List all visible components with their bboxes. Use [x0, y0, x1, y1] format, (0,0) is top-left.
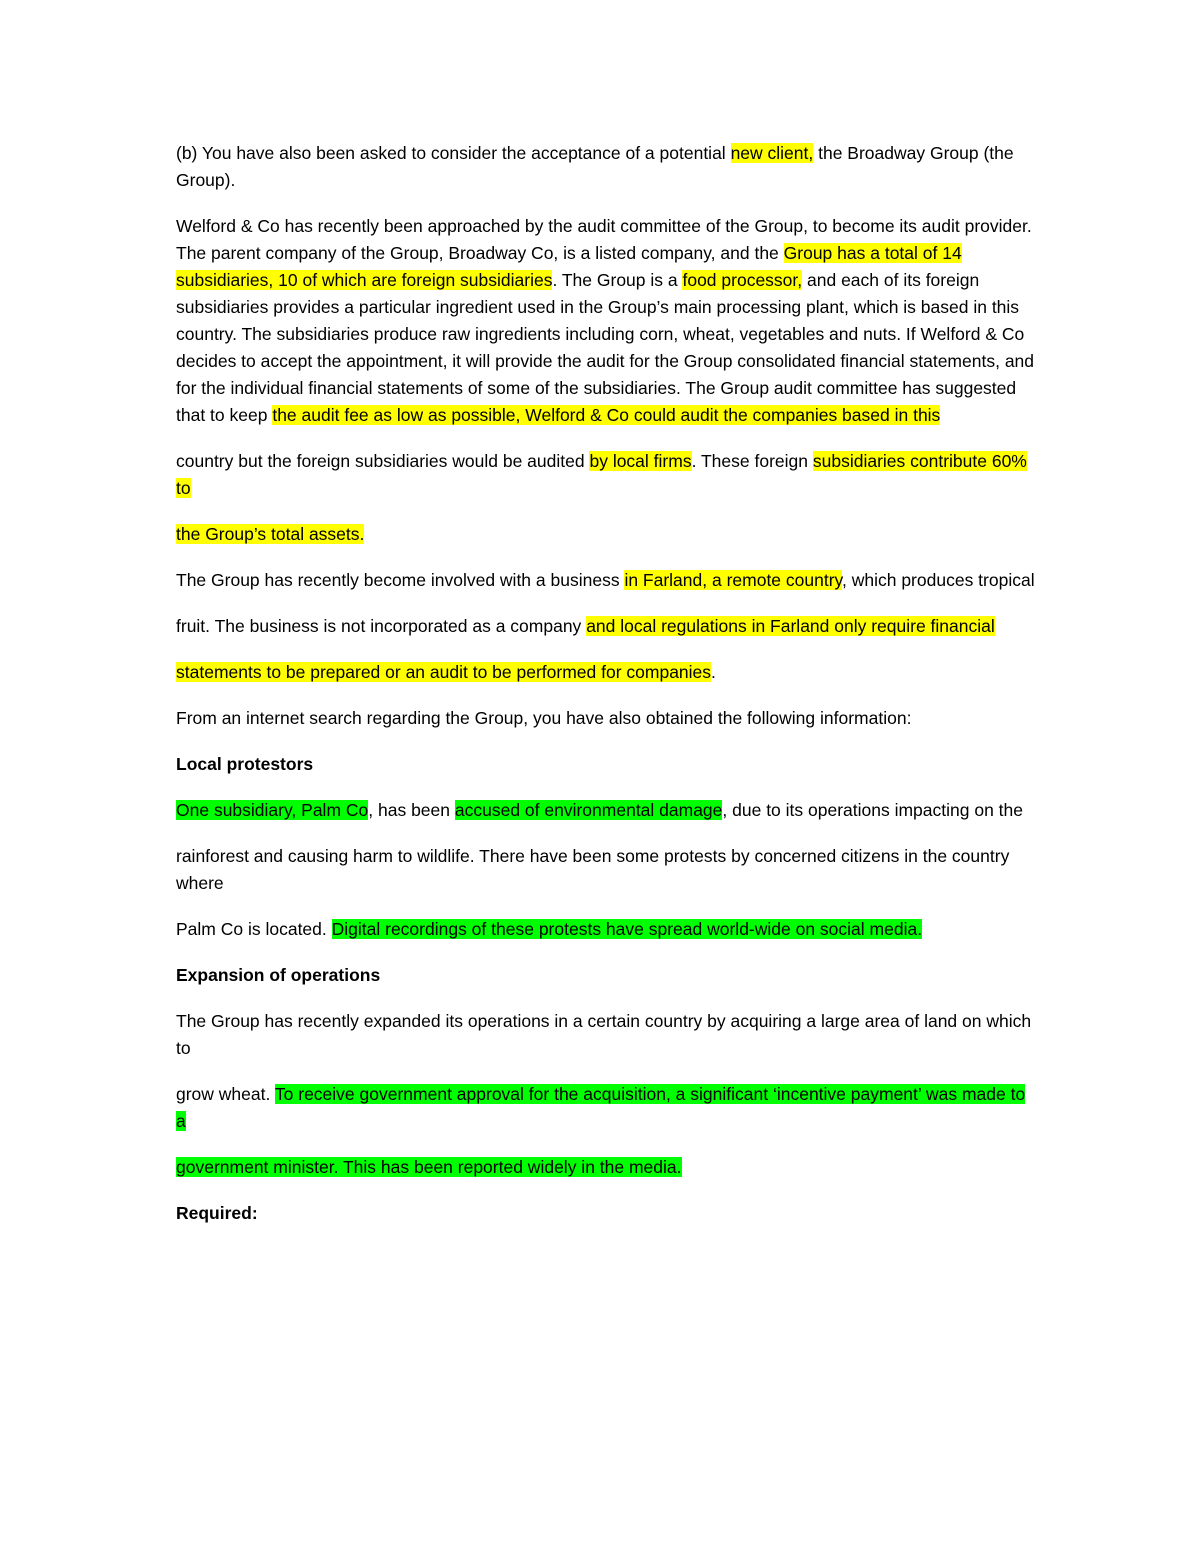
text-segment: and each of its foreign subsidiaries provides a particular ingredient used in the Group’s main processing plant, which is based in this country. The subsidiaries produce raw ingredients including corn, wheat, vegetables and nuts. If Welford & Co decides to accept the appointment, it will provide the audit for the Group consolidated financial statements, and for the individual financial statements of some of the subsidiaries. The Group audit committee has suggested that to keep: [176, 270, 1035, 425]
text-segment: (b) You have also been asked to consider the acceptance of a potential: [176, 143, 731, 163]
highlighted-text: food processor,: [682, 270, 803, 290]
paragraph: [176, 1008, 1036, 1062]
text-segment: , has been: [368, 800, 455, 820]
highlighted-text: the Group’s total assets.: [176, 524, 365, 544]
text-segment: country but the foreign subsidiaries would be audited: [176, 451, 590, 471]
paragraph: [176, 140, 1036, 194]
paragraph: [176, 843, 1036, 897]
section-heading: [176, 962, 1036, 989]
highlighted-text: in Farland, a remote country: [624, 570, 842, 590]
text-segment: The Group has recently become involved with a business: [176, 570, 625, 590]
highlighted-text: the audit fee as low as possible, Welford & Co could audit the companies based in this: [272, 405, 941, 425]
text-segment: , which produces tropical: [842, 570, 1035, 590]
section-heading: [176, 1200, 1036, 1227]
paragraph: [176, 916, 1036, 943]
text-segment: rainforest and causing harm to wildlife. There have been some protests by concerned citizens in the country where: [176, 846, 1010, 893]
highlighted-text: accused of environmental damage: [454, 800, 723, 820]
text-segment: From an internet search regarding the Group, you have also obtained the following information:: [176, 708, 912, 728]
highlighted-text: new client,: [730, 143, 814, 163]
text-segment: grow wheat.: [176, 1084, 275, 1104]
highlighted-text: One subsidiary, Palm Co: [176, 800, 369, 820]
text-segment: Required:: [176, 1203, 258, 1223]
text-segment: the Broadway Group (the Group).: [176, 143, 1014, 190]
paragraph: [176, 521, 1036, 548]
highlighted-text: Group has a total of 14 subsidiaries, 10 of which are foreign subsidiaries: [176, 243, 962, 290]
highlighted-text: Digital recordings of these protests have spread world-wide on social media.: [331, 919, 923, 939]
highlighted-text: and local regulations in Farland only require financial: [586, 616, 995, 636]
text-segment: .: [711, 662, 716, 682]
paragraph: [176, 659, 1036, 686]
document-page: [176, 140, 1036, 1246]
text-segment: The Group has recently expanded its operations in a certain country by acquiring a large area of land on which to: [176, 1011, 1032, 1058]
paragraph: [176, 797, 1036, 824]
section-heading: [176, 751, 1036, 778]
paragraph: [176, 613, 1036, 640]
text-segment: Expansion of operations: [176, 965, 381, 985]
text-segment: Palm Co is located.: [176, 919, 332, 939]
text-segment: fruit. The business is not incorporated as a company: [176, 616, 587, 636]
paragraph: [176, 448, 1036, 502]
text-segment: Local protestors: [176, 754, 314, 774]
highlighted-text: by local firms: [589, 451, 692, 471]
highlighted-text: government minister. This has been reported widely in the media.: [176, 1157, 682, 1177]
paragraph: [176, 1081, 1036, 1135]
text-segment: , due to its operations impacting on the: [722, 800, 1024, 820]
highlighted-text: To receive government approval for the acquisition, a significant ‘incentive payment’ was made to a: [176, 1084, 1026, 1131]
highlighted-text: subsidiaries contribute 60% to: [176, 451, 1027, 498]
paragraph: [176, 567, 1036, 594]
text-segment: . The Group is a: [552, 270, 683, 290]
paragraph: [176, 213, 1036, 429]
paragraph: [176, 1154, 1036, 1181]
text-segment: Welford & Co has recently been approached by the audit committee of the Group, to become its audit provider. The parent company of the Group, Broadway Co, is a listed company, and the: [176, 216, 1032, 263]
text-segment: . These foreign: [691, 451, 813, 471]
paragraph: [176, 705, 1036, 732]
highlighted-text: statements to be prepared or an audit to be performed for companies: [176, 662, 712, 682]
